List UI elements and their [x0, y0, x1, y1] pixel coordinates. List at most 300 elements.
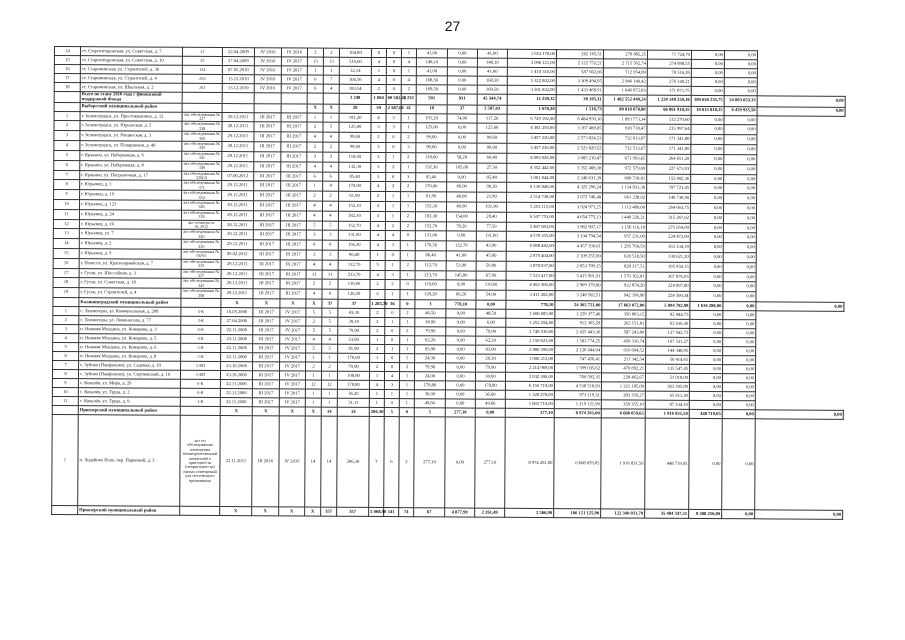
table-cell: 5 415 901,91	[555, 271, 602, 281]
table-cell: 261	[182, 83, 222, 92]
table-cell: 171 341,80	[647, 134, 691, 144]
table-cell: 0,00	[757, 106, 845, 116]
table-cell: 29.12.2011	[221, 259, 253, 269]
table-cell: 262 165,51	[556, 50, 603, 59]
table-cell: 99,60	[477, 143, 507, 153]
table-cell: 0,00	[724, 125, 757, 135]
table-cell: 264 663,75	[646, 203, 690, 213]
table-cell: 5	[306, 308, 322, 317]
table-cell: 2	[399, 417, 415, 508]
table-cell: 29.12.2011	[221, 269, 253, 279]
table-cell: 2	[370, 201, 385, 211]
table-cell: 32,14	[339, 66, 371, 75]
table-cell: 0,00	[691, 59, 724, 68]
table-cell: 109 630 235,75	[691, 95, 724, 106]
table-cell: акт обследования № 342	[182, 278, 220, 288]
table-cell	[181, 298, 221, 307]
table-cell: 1 285,70	[370, 299, 385, 308]
table-cell: 1	[322, 353, 338, 362]
table-cell: п. Лодейное Поле, пер. Парковый, д. 3	[78, 415, 181, 507]
table-cell: 3	[386, 113, 401, 123]
table-cell: 5	[306, 326, 322, 335]
table-cell: III 2016	[252, 416, 280, 507]
table-cell: IV 2016	[254, 57, 281, 66]
table-cell: IV 2016	[279, 416, 306, 507]
table-cell: п. Нижняя Молдина, ул. Комарова, д. 6	[79, 343, 181, 353]
table-cell: 1	[400, 290, 415, 300]
table-cell: 6	[307, 172, 323, 182]
table-cell: 2	[370, 290, 385, 300]
table-cell: 0,00	[690, 282, 723, 292]
table-cell: 2	[323, 191, 339, 201]
table-cell: 79,90	[415, 363, 446, 372]
table-cell: 2	[400, 309, 415, 318]
table-cell: 4	[371, 182, 386, 192]
table-cell: 5 253 115,00	[506, 202, 555, 212]
table-cell: 22.11.2006	[221, 344, 253, 353]
table-cell: 356 863,15	[602, 310, 646, 319]
table-cell: 148,10	[416, 58, 447, 67]
table-cell: 131,00	[476, 231, 506, 241]
table-cell: 2	[371, 84, 386, 93]
table-cell: III 2017	[281, 162, 307, 172]
table-cell: 1	[369, 389, 384, 398]
table-cell: 2	[386, 182, 401, 192]
table-cell: 41,00	[416, 49, 447, 58]
table-cell: 4	[323, 181, 339, 191]
table-cell: IV 2017	[281, 84, 307, 93]
table-cell: 0,00	[722, 383, 755, 392]
table-cell: 0,00	[724, 174, 757, 184]
table-cell: 4	[370, 221, 385, 231]
table-cell: 3	[371, 162, 386, 172]
table-cell: 5	[54, 150, 80, 160]
table-cell: 3	[386, 123, 401, 133]
table-cell: акт обследования № 326	[183, 238, 220, 249]
table-cell: III 2017	[254, 171, 281, 181]
table-cell: 973 119,31	[554, 391, 601, 400]
table-cell: 0,00	[724, 194, 757, 204]
table-cell: 16	[53, 258, 79, 268]
table-cell: 132,70	[446, 241, 476, 251]
table-cell: 104,80	[339, 48, 371, 57]
table-cell: 2	[306, 317, 322, 326]
table-cell: 6	[53, 352, 79, 361]
table-cell: 1	[400, 354, 415, 363]
table-cell	[254, 103, 281, 112]
table-cell: г. Кракино, ул. Набережная, д. 8	[80, 160, 182, 170]
table-cell: 35	[182, 56, 222, 65]
table-cell: 3 878 037,00	[506, 261, 555, 271]
table-cell: 29.12.2011	[221, 210, 253, 220]
table-cell: 0,00	[447, 85, 477, 94]
table-cell: 6,00	[476, 318, 506, 327]
table-cell: 12	[53, 219, 79, 229]
table-cell: 3 167 488,05	[556, 124, 603, 134]
table-cell: 0,00	[445, 417, 476, 508]
table-cell: 0,00	[722, 374, 755, 383]
table-cell: 62,20	[415, 336, 446, 345]
table-cell: 81,90	[338, 344, 370, 353]
table-cell: 166 121 125,90	[554, 509, 601, 518]
table-cell: 99,60	[339, 132, 371, 142]
table-cell: 2	[371, 192, 386, 202]
table-cell: 12	[321, 380, 337, 389]
table-cell: 3	[370, 211, 385, 221]
table-cell: 0,00	[723, 253, 756, 263]
table-cell: 5	[322, 308, 338, 317]
table-cell: 3	[322, 231, 338, 241]
table-cell: 152,70	[415, 221, 446, 231]
table-cell: 16	[54, 65, 80, 74]
table-cell: III 2017	[281, 132, 307, 142]
table-cell: III 2017	[253, 344, 280, 353]
table-cell: 36,00	[475, 390, 505, 399]
table-cell: 1 295 760,59	[602, 242, 646, 252]
table-cell: 8 308 256,80	[689, 509, 722, 518]
table-cell: 1 114 831,39	[603, 183, 647, 193]
table-cell: III 2017	[252, 389, 279, 398]
table-cell: 5-К	[181, 334, 221, 343]
table-cell: 1-КП	[181, 361, 221, 370]
table-cell: 49,90	[446, 202, 476, 212]
table-cell: 1 599 035,62	[555, 364, 602, 373]
table-cell: Приозерский муниципальный район	[78, 506, 180, 516]
table-cell: 0,00	[691, 135, 724, 145]
table-cell: 2 240 631,39	[556, 173, 603, 183]
table-cell: 90,30	[477, 182, 507, 192]
table-cell: 0,00	[724, 87, 757, 96]
table-cell: 0	[385, 309, 400, 318]
table-cell: 357	[337, 507, 369, 516]
table-cell: г. Юрьевец, д. 16	[79, 219, 181, 229]
table-cell: 182,30	[338, 211, 370, 221]
table-cell: 0,00	[447, 67, 477, 76]
table-cell: 0,00	[722, 401, 755, 410]
table-cell: 3	[54, 131, 80, 141]
table-cell: 60 581,43	[386, 94, 401, 105]
table-cell: 0,00	[723, 282, 756, 292]
table-cell: 169,50	[416, 85, 447, 94]
table-cell: 3 309 494,95	[556, 77, 603, 86]
table-cell: 132 279,60	[647, 115, 691, 125]
table-cell: X	[279, 507, 305, 516]
table-cell: 60,40	[477, 153, 507, 163]
table-cell: 6	[384, 417, 400, 508]
table-cell: 357	[321, 507, 337, 516]
table-cell: III 2017	[254, 142, 281, 152]
table-cell: акт обследования № 327	[183, 268, 220, 278]
table-cell: г. Юрьевец, д. 9	[79, 249, 181, 259]
table-cell: 7	[323, 75, 339, 84]
table-cell: 0,00	[723, 338, 756, 347]
table-cell: 0,00	[723, 243, 756, 253]
table-cell: III 2017	[253, 335, 280, 344]
table-cell: 23.10.2006	[221, 362, 253, 371]
table-cell: г. Зеленоградск, ул. Простоквашино, д. 12	[80, 111, 182, 121]
table-cell: 29.12.2011	[221, 230, 253, 240]
table-cell: 1 516,73	[556, 105, 603, 114]
table-cell: 28,40	[476, 212, 506, 222]
table-cell: III 2017	[281, 191, 307, 201]
table-cell: 183,54	[339, 84, 371, 93]
table-cell: 1	[321, 371, 337, 380]
table-cell	[281, 93, 307, 104]
table-cell: 275 659,09	[646, 223, 690, 233]
table-cell: 37	[322, 299, 338, 308]
table-cell: 1 252 254,00	[506, 318, 555, 327]
table-cell: 0,00	[755, 410, 843, 420]
table-cell: 2	[400, 260, 415, 270]
table-cell: III 2017	[253, 289, 280, 299]
table-cell: III 2017	[254, 181, 281, 191]
table-cell: 5	[322, 317, 338, 326]
table-cell: 2	[401, 182, 416, 192]
table-cell: 0,00	[691, 50, 724, 59]
table-cell: Всего по этапу 2016 года с финансовой поддержкой Фонда	[80, 92, 182, 103]
table-cell: 5 068,90	[369, 507, 384, 516]
table-cell: 2	[386, 162, 401, 172]
table-cell: 0,00	[723, 204, 756, 214]
table-cell: 1	[323, 66, 339, 75]
table-cell: 110,60	[338, 280, 370, 290]
table-cell: 15	[53, 248, 79, 258]
table-cell: 213,70	[415, 270, 446, 280]
table-cell: III 2017	[253, 279, 280, 289]
table-cell: 3	[306, 250, 322, 260]
table-cell: 2 749 530,00	[506, 327, 555, 336]
table-cell: 2	[401, 85, 416, 94]
table-cell: 0,00	[446, 354, 476, 363]
table-cell: 36,20	[337, 389, 369, 398]
table-cell: III 2017	[253, 201, 280, 211]
table-cell: III 2017	[253, 240, 280, 250]
page-number: 27	[444, 18, 461, 34]
table-cell: акт обследования № 341	[183, 150, 220, 161]
table-cell: 65 811,38	[645, 391, 689, 400]
table-cell: 22.11.2006	[220, 398, 252, 407]
table-cell: 712 954,89	[603, 68, 647, 77]
table-cell: 3	[415, 300, 446, 309]
table-cell: 4	[306, 201, 322, 211]
table-cell	[54, 102, 80, 111]
table-cell: п. Нижняя Молдина, ул. Комарова, д. 8	[79, 352, 181, 362]
table-cell: 14	[337, 407, 369, 416]
table-cell: 3	[371, 152, 386, 162]
table-cell: 29.12.2011	[222, 142, 254, 152]
table-cell: 1	[385, 211, 400, 221]
table-cell: 61,90	[416, 192, 447, 202]
table-cell: 12	[305, 380, 321, 389]
table-cell: 6	[54, 160, 80, 170]
table-cell: 4	[323, 162, 339, 172]
table-cell: 1	[385, 290, 400, 300]
table-cell: 359 355,10	[601, 400, 645, 409]
table-cell: X	[305, 507, 321, 516]
table-cell: 0,00	[722, 392, 755, 401]
table-cell: с. Ковалёв, ул. Труда, д. 2	[78, 388, 180, 398]
table-cell: 0,00	[689, 382, 722, 391]
table-cell: 82 444,75	[646, 310, 690, 319]
table-cell: IV 2017	[280, 317, 306, 326]
table-cell: 6	[322, 289, 338, 299]
table-cell: 0,00	[446, 336, 476, 345]
table-cell: 1	[369, 371, 384, 380]
table-cell: 170,00	[339, 182, 371, 192]
table-cell: 0,00	[691, 77, 724, 86]
table-cell: 27.04.2006	[221, 317, 253, 326]
table-cell: 21,90	[477, 192, 507, 202]
table-cell: 36,00	[415, 318, 446, 327]
table-cell: 2 870 404,00	[506, 251, 555, 261]
table-cell: 3	[371, 123, 386, 133]
table-cell: 2	[385, 280, 400, 290]
table-cell: IV 2017	[280, 362, 306, 371]
table-cell: 732 613,97	[603, 134, 647, 144]
table-cell: 1 248	[339, 93, 371, 104]
table-cell: 3	[53, 325, 79, 334]
table-cell: 83,90	[476, 345, 506, 354]
table-cell: 14	[321, 407, 337, 416]
table-cell: 27,30	[477, 163, 507, 173]
table-cell: 2 946 140,42	[603, 77, 647, 86]
table-cell: 0,00	[446, 318, 476, 327]
table-cell: 67	[414, 508, 445, 517]
table-cell: 0,00	[445, 399, 475, 408]
table-cell: 17	[53, 268, 79, 278]
table-cell: 0,00	[724, 51, 757, 60]
table-cell: 2	[370, 280, 385, 290]
table-cell: Выборгский муниципальный район	[80, 102, 182, 112]
table-cell: 49,60	[475, 399, 505, 408]
table-cell: 0,00	[723, 302, 756, 311]
table-cell: г. Гусев, ул. Шоссейная, д. 3	[79, 268, 181, 278]
table-cell: 2 032 300,00	[505, 372, 554, 381]
table-cell: III 2017	[252, 371, 279, 380]
table-cell: 39,10	[338, 317, 370, 326]
table-cell: 131,00	[415, 231, 446, 241]
table-cell: 37	[338, 299, 370, 308]
table-cell: 66 861 918,35	[647, 106, 691, 115]
table-cell	[281, 104, 307, 113]
table-cell: 29.12.2011	[221, 289, 253, 299]
table-cell: 0,00	[690, 203, 723, 213]
table-cell: 0,00	[723, 223, 756, 233]
table-cell: 6-К	[181, 325, 221, 334]
table-cell: г. Юрьевец, д. 1	[80, 180, 182, 190]
table-cell: IV 2016	[254, 84, 281, 93]
table-cell: 224 472,00	[646, 232, 690, 242]
table-cell: 41,00	[477, 49, 507, 58]
table-cell: 18	[416, 104, 447, 113]
table-cell: 0,00	[723, 329, 756, 338]
table-cell: III 2017	[252, 398, 279, 407]
table-cell: 1	[400, 270, 415, 280]
table-cell: 10.05.2006	[221, 308, 253, 317]
table-cell: 86,40	[415, 251, 446, 261]
table-cell: 1	[370, 353, 385, 362]
table-cell: 3 334 794,54	[555, 232, 602, 242]
table-cell: 74	[399, 508, 414, 517]
table-cell: 0	[386, 49, 401, 58]
table-cell: 1 229 377,40	[555, 310, 602, 319]
table-cell: 4 322 296,24	[556, 183, 603, 193]
table-cell: 3 561 832,00	[507, 85, 556, 94]
table-cell: 0,00	[723, 233, 756, 243]
table-cell: 5	[370, 260, 385, 270]
table-cell: 1	[401, 192, 416, 202]
table-cell: 14	[305, 416, 322, 507]
table-cell: 3 248 502,51	[555, 291, 602, 301]
table-cell: акт обследования № 327	[183, 111, 221, 121]
table-cell: 30,00	[475, 372, 505, 381]
table-cell: III 2017	[252, 380, 279, 389]
table-cell: 4	[322, 260, 338, 270]
table-cell: 1 232	[401, 94, 416, 105]
table-cell: 145,80	[446, 271, 476, 281]
table-cell: 86,00	[447, 182, 477, 192]
table-cell: X	[323, 104, 339, 113]
table-cell: 1	[401, 67, 416, 76]
table-cell: 0,00	[690, 213, 723, 223]
table-cell: 227 673,93	[647, 164, 691, 174]
table-cell: 80 818 678,80	[603, 105, 647, 114]
table-cell: 120,20	[415, 290, 446, 300]
table-cell: 3 457 236,00	[507, 143, 556, 153]
table-cell: 168,50	[416, 76, 447, 85]
table-cell: III 2017	[253, 362, 280, 371]
table-cell: 85,40	[416, 172, 447, 182]
table-cell: 277,10	[414, 417, 446, 508]
table-cell: 2	[307, 142, 323, 152]
table-cell: акт обследования № 358	[182, 288, 220, 298]
table-cell: IV 2017	[279, 371, 305, 380]
table-cell: 0,00	[690, 355, 723, 364]
table-cell: 1 321 185,09	[601, 382, 645, 391]
table-cell: 22.11.2006	[221, 326, 253, 335]
table-cell: X	[305, 407, 321, 416]
table-cell: 277,10	[445, 408, 475, 417]
table-cell: IV 2016	[254, 75, 281, 84]
housing-resettlement-table	[51, 46, 846, 520]
table-cell	[52, 506, 78, 515]
table-cell: 0,00	[690, 364, 723, 373]
table-cell: 224 897,80	[646, 282, 690, 292]
table-cell: 11	[322, 270, 338, 280]
table-cell: 38 105,31	[556, 95, 603, 106]
table-cell: 156,30	[338, 240, 370, 250]
table-cell: 1	[400, 318, 415, 327]
table-cell: III 2017	[280, 220, 306, 230]
table-cell: 41,00	[446, 251, 476, 261]
table-cell: 957 231,00	[602, 232, 646, 242]
table-cell: 0,00	[447, 58, 477, 67]
table-cell: 4	[322, 335, 338, 344]
table-cell: 0,00	[691, 125, 724, 135]
table-cell: 6-К	[180, 388, 220, 397]
table-cell: 732 513,67	[603, 144, 647, 154]
table-cell: 131,00	[338, 231, 370, 241]
table-cell: 5	[322, 326, 338, 335]
table-cell: 1	[371, 66, 386, 75]
table-cell: 170,00	[416, 182, 447, 192]
table-cell: 6	[307, 84, 323, 93]
table-cell: 501	[416, 94, 447, 105]
table-cell: 195 950,15	[646, 262, 690, 272]
table-cell: 178,80	[337, 380, 369, 389]
table-cell: 1	[400, 251, 415, 261]
table-cell: 4 538 518,83	[554, 382, 601, 391]
